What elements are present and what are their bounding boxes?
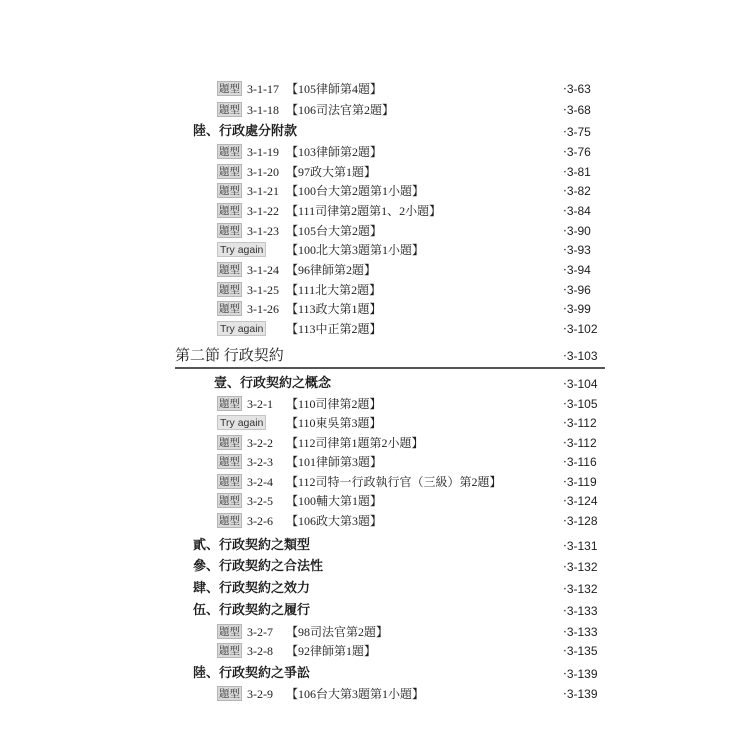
page-number: ‧3-139 <box>563 687 598 701</box>
exam-source: 【105台大第2題】 <box>286 224 383 238</box>
toc-subheading <box>0 558 750 576</box>
page-number: ‧3-128 <box>563 514 598 528</box>
question-code: 3-1-24 <box>247 263 279 277</box>
page-number: ‧3-84 <box>563 204 591 218</box>
toc-entry <box>0 453 750 471</box>
exam-source: 【106司法官第2題】 <box>286 103 395 117</box>
section-heading <box>0 346 750 366</box>
toc-entry <box>0 395 750 413</box>
toc-entry <box>0 512 750 530</box>
toc-entry <box>0 261 750 279</box>
exam-source: 【112司特一行政執行官（三級）第2題】 <box>286 475 502 489</box>
page-number: ‧3-119 <box>563 475 597 489</box>
page-number: ‧3-133 <box>563 625 598 639</box>
question-code: 3-1-18 <box>247 103 279 117</box>
exam-source: 【105律師第4題】 <box>286 82 383 96</box>
question-type-badge: 題型 <box>219 303 240 315</box>
question-code: 3-2-6 <box>247 514 273 528</box>
exam-source: 【103律師第2題】 <box>286 145 383 159</box>
page-number: ‧3-94 <box>563 263 591 277</box>
toc-entry <box>0 300 750 318</box>
page-number: ‧3-124 <box>563 494 598 508</box>
question-code: 3-1-25 <box>247 283 279 297</box>
subheading-title: 肆、行政契約之效力 <box>193 581 311 596</box>
toc-entry <box>0 182 750 200</box>
question-type-badge: 題型 <box>219 284 240 296</box>
question-code: 3-1-23 <box>247 224 279 238</box>
exam-source: 【113政大第1題】 <box>286 302 382 316</box>
toc-entry <box>0 143 750 161</box>
exam-source: 【106政大第3題】 <box>286 514 383 528</box>
exam-source: 【111北大第2題】 <box>286 283 382 297</box>
subheading-title: 壹、行政契約之概念 <box>214 376 332 391</box>
exam-source: 【96律師第2題】 <box>286 263 377 277</box>
subheading-title: 伍、行政契約之履行 <box>193 603 311 618</box>
question-type-badge: 題型 <box>219 626 240 638</box>
page-number: ‧3-76 <box>563 145 591 159</box>
toc-subheading <box>0 580 750 598</box>
toc-entry <box>0 623 750 641</box>
toc-subheading <box>0 602 750 620</box>
question-type-badge: 題型 <box>219 515 240 527</box>
question-code: 3-1-21 <box>247 184 279 198</box>
page-number: ‧3-112 <box>563 436 597 450</box>
question-type-badge: 題型 <box>219 225 240 237</box>
page-number: ‧3-96 <box>563 283 591 297</box>
toc-entry <box>0 434 750 452</box>
page-number: ‧3-75 <box>563 125 591 139</box>
toc-entry <box>0 202 750 220</box>
toc-entry <box>0 473 750 491</box>
toc-subheading <box>0 537 750 555</box>
page-number: ‧3-93 <box>563 243 591 257</box>
page-number: ‧3-139 <box>563 667 598 681</box>
page-number: ‧3-135 <box>563 644 598 658</box>
page-number: ‧3-81 <box>563 165 591 179</box>
page-number: ‧3-99 <box>563 302 591 316</box>
try-again-badge: Try again <box>217 415 266 430</box>
toc-entry <box>0 685 750 703</box>
question-code: 3-2-4 <box>247 475 273 489</box>
exam-source: 【113中正第2題】 <box>286 322 382 336</box>
exam-source: 【92律師第1題】 <box>286 644 377 658</box>
question-code: 3-2-7 <box>247 625 273 639</box>
toc-entry <box>0 642 750 660</box>
try-again-badge: Try again <box>217 242 266 257</box>
question-type-badge: 題型 <box>219 645 240 657</box>
exam-source: 【97政大第1題】 <box>286 165 377 179</box>
exam-source: 【101律師第3題】 <box>286 455 383 469</box>
question-type-badge: 題型 <box>219 398 240 410</box>
question-type-badge: 題型 <box>219 166 240 178</box>
exam-source: 【111司律第2題第1、2小題】 <box>286 204 442 218</box>
toc-entry <box>0 241 750 259</box>
question-code: 3-2-9 <box>247 687 273 701</box>
question-type-badge: 題型 <box>219 495 240 507</box>
question-type-badge: 題型 <box>219 104 240 116</box>
toc-entry <box>0 414 750 432</box>
question-type-badge: 題型 <box>219 688 240 700</box>
try-again-badge: Try again <box>217 321 266 336</box>
question-code: 3-1-20 <box>247 165 279 179</box>
exam-source: 【98司法官第2題】 <box>286 625 389 639</box>
page-number: ‧3-131 <box>563 539 598 553</box>
page-number: ‧3-112 <box>563 416 597 430</box>
page-number: ‧3-90 <box>563 224 591 238</box>
section-underline <box>175 367 605 369</box>
question-type-badge: 題型 <box>219 83 240 95</box>
toc-entry <box>0 222 750 240</box>
question-code: 3-2-5 <box>247 494 273 508</box>
page-number: ‧3-68 <box>563 103 591 117</box>
question-type-badge: 題型 <box>219 437 240 449</box>
question-code: 3-2-8 <box>247 644 273 658</box>
subheading-title: 參、行政契約之合法性 <box>193 559 324 574</box>
question-type-badge: 題型 <box>219 456 240 468</box>
toc-entry <box>0 163 750 181</box>
section-title: 第二節 行政契約 <box>175 348 284 364</box>
toc-entry <box>0 80 750 98</box>
question-code: 3-2-3 <box>247 455 273 469</box>
page-number: ‧3-105 <box>563 397 598 411</box>
subheading-title: 貳、行政契約之類型 <box>193 538 311 553</box>
toc-subheading <box>0 123 750 141</box>
exam-source: 【100北大第3題第1小題】 <box>286 243 425 257</box>
question-code: 3-2-2 <box>247 436 273 450</box>
page-number: ‧3-63 <box>563 82 591 96</box>
exam-source: 【112司律第1題第2小題】 <box>286 436 424 450</box>
question-type-badge: 題型 <box>219 476 240 488</box>
page-number: ‧3-102 <box>563 322 598 336</box>
page-number: ‧3-104 <box>563 377 598 391</box>
exam-source: 【110司律第2題】 <box>286 397 382 411</box>
page-number: ‧3-132 <box>563 560 598 574</box>
question-type-badge: 題型 <box>219 205 240 217</box>
exam-source: 【110東吳第3題】 <box>286 416 382 430</box>
exam-source: 【100輔大第1題】 <box>286 494 383 508</box>
question-code: 3-1-26 <box>247 302 279 316</box>
page-number: ‧3-82 <box>563 184 591 198</box>
toc-entry <box>0 281 750 299</box>
page-number: ‧3-133 <box>563 604 598 618</box>
exam-source: 【100台大第2題第1小題】 <box>286 184 425 198</box>
question-code: 3-1-22 <box>247 204 279 218</box>
toc-subheading <box>0 665 750 683</box>
question-code: 3-2-1 <box>247 397 273 411</box>
question-code: 3-1-19 <box>247 145 279 159</box>
question-code: 3-1-17 <box>247 82 279 96</box>
page-number: ‧3-132 <box>563 582 598 596</box>
question-type-badge: 題型 <box>219 146 240 158</box>
question-type-badge: 題型 <box>219 264 240 276</box>
toc-entry <box>0 492 750 510</box>
subheading-title: 陸、行政契約之爭訟 <box>193 666 311 681</box>
subheading-title: 陸、行政處分附款 <box>193 124 298 139</box>
toc-entry <box>0 101 750 119</box>
toc-subheading <box>0 375 750 393</box>
exam-source: 【106台大第3題第1小題】 <box>286 687 425 701</box>
question-type-badge: 題型 <box>219 185 240 197</box>
page-number: ‧3-116 <box>563 455 597 469</box>
page-number: ‧3-103 <box>563 349 598 363</box>
toc-entry <box>0 320 750 338</box>
